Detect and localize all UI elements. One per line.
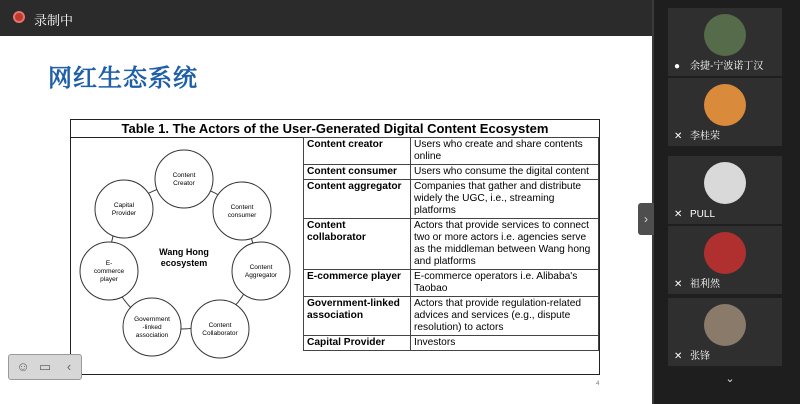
actor-node-label-line: Provider xyxy=(111,210,137,217)
actor-name-cell: Content creator xyxy=(304,138,411,165)
actor-name-cell: E-commerce player xyxy=(304,270,411,297)
table-caption: Table 1. The Actors of the User-Generated Digital Content Ecosystem xyxy=(71,120,599,138)
actor-node-label-line: Capital xyxy=(113,202,135,209)
floating-toolbar xyxy=(8,354,82,380)
presentation-slide xyxy=(0,36,652,404)
center-label-line: Wang Hong xyxy=(159,247,209,257)
actor-node-label-line: commerce xyxy=(93,268,125,275)
participant-name: PULL xyxy=(690,209,716,220)
mic-muted-icon: ✕ xyxy=(674,209,683,220)
avatar xyxy=(704,84,746,126)
actor-node-label-line: Government xyxy=(134,316,170,323)
actor-node-label-line: E- xyxy=(105,260,113,267)
mic-muted-icon: ✕ xyxy=(674,279,683,290)
actor-description-cell: Actors that provide regulation-related advices and services (e.g., dispute resolution) to actors xyxy=(411,297,599,336)
ecosystem-center-label xyxy=(159,247,209,268)
participant-name: 余捷-宁波诺丁汉 xyxy=(690,61,764,72)
actor-node-label-line: Content xyxy=(172,172,196,179)
actor-node xyxy=(232,242,290,300)
participant-name: 张锋 xyxy=(690,351,710,362)
recording-icon xyxy=(13,11,25,23)
actor-node xyxy=(213,182,271,240)
smiley-icon[interactable]: ☺ xyxy=(16,359,30,374)
actor-node-circle xyxy=(213,182,271,240)
avatar xyxy=(704,162,746,204)
participant-tile[interactable] xyxy=(668,226,782,294)
table-row xyxy=(304,270,599,297)
participant-sidebar xyxy=(654,0,800,404)
actor-node xyxy=(80,242,138,300)
actor-description-cell: Users who create and share contents online xyxy=(411,138,599,165)
actor-name-cell: Capital Provider xyxy=(304,336,411,351)
avatar xyxy=(704,304,746,346)
table-row xyxy=(304,138,599,165)
actor-node xyxy=(191,300,249,358)
chat-bubble-icon[interactable]: ▭ xyxy=(38,359,52,374)
table-row xyxy=(304,336,599,351)
participant-tile[interactable] xyxy=(668,298,782,366)
actor-node-label-line: Aggregator xyxy=(244,272,278,279)
actor-node-label-line: Creator xyxy=(173,180,195,187)
recording-label: 录制中 xyxy=(34,13,74,28)
actor-node-circle xyxy=(191,300,249,358)
actor-node xyxy=(155,150,213,208)
table-row xyxy=(304,219,599,270)
actor-node-circle xyxy=(232,242,290,300)
participant-tile[interactable] xyxy=(668,156,782,224)
actor-node-label-line: player xyxy=(100,276,118,283)
actor-node xyxy=(95,180,153,238)
ecosystem-diagram xyxy=(72,139,298,371)
actor-node-label xyxy=(173,172,196,187)
avatar xyxy=(704,14,746,56)
actor-node xyxy=(123,298,181,356)
actor-name-cell: Content collaborator xyxy=(304,219,411,270)
actor-node-circle xyxy=(95,180,153,238)
center-label-line: ecosystem xyxy=(160,258,208,268)
actor-node-circle xyxy=(155,150,213,208)
scroll-down-icon[interactable]: ⌄ xyxy=(725,373,735,385)
avatar xyxy=(704,232,746,274)
actor-name-cell: Content aggregator xyxy=(304,180,411,219)
table-row xyxy=(304,297,599,336)
actor-node-label xyxy=(112,202,137,217)
actor-node-label-line: Content xyxy=(208,322,232,329)
chevron-left-icon[interactable]: ‹ xyxy=(66,359,72,374)
participant-name: 祖利然 xyxy=(690,279,720,290)
actor-node-label-line: Content xyxy=(249,264,273,271)
actor-node-label-line: Collaborator xyxy=(202,330,238,337)
actor-name-cell: Content consumer xyxy=(304,165,411,180)
actors-grid xyxy=(303,137,599,351)
slide-title: 网红生态系统 xyxy=(48,65,198,92)
mic-icon: ● xyxy=(674,61,681,72)
actor-node-label-line: -linked xyxy=(142,324,162,331)
participant-name: 李桂荣 xyxy=(690,131,720,142)
table-row xyxy=(304,165,599,180)
actor-node-label xyxy=(228,204,257,219)
actor-description-cell: E-commerce operators i.e. Alibaba's Taobao xyxy=(411,270,599,297)
table-row xyxy=(304,180,599,219)
actor-node-label-line: Content xyxy=(230,204,254,211)
actor-description-cell: Actors that provide services to connect two or more actors i.e. agencies serve as the middleman between Wang hong and platforms xyxy=(411,219,599,270)
participant-tile[interactable] xyxy=(668,78,782,146)
page-number: 4 xyxy=(596,381,600,387)
participant-tile[interactable] xyxy=(668,8,782,76)
mic-muted-icon: ✕ xyxy=(674,351,683,362)
actor-name-cell: Government-linked association xyxy=(304,297,411,336)
actor-node-label-line: association xyxy=(135,332,169,339)
recording-bar xyxy=(0,0,652,36)
actor-description-cell: Investors xyxy=(411,336,599,351)
chevron-right-icon[interactable]: › xyxy=(638,203,654,235)
actor-description-cell: Users who consume the digital content xyxy=(411,165,599,180)
actor-node-label-line: consumer xyxy=(227,212,257,219)
actor-description-cell: Companies that gather and distribute widely the UGC, i.e., streaming platforms xyxy=(411,180,599,219)
mic-muted-icon: ✕ xyxy=(674,131,683,142)
